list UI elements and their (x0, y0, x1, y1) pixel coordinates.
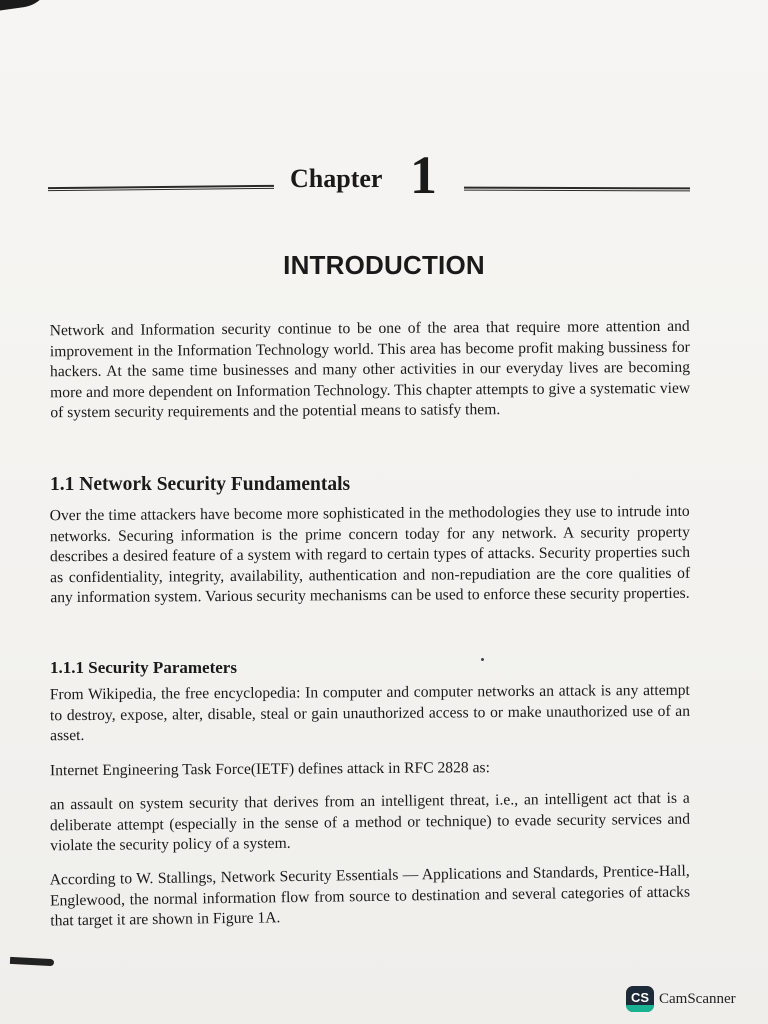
chapter-header (48, 145, 692, 205)
section-1-1-1-paragraph-1: From Wikipedia, the free encyclopedia: In computer and computer networks an attack is any attempt to destroy, expose, alter, disable, steal or gain unauthorized access to or make unauthorized use of an asset. (49, 681, 691, 745)
section-1-1-paragraph: Over the time attackers have become more sophisticated in the methodologies they use to intrude into networks. Securing information is the prime concern today for any network. A security property describes a desired feature of a system with regard to certain types of attacks. Security properties such as confidentiality, integrity, availability, authentication and non-repudiation are the core qualities of any information system. Various security mechanisms can be used to enforce these security properties. (49, 502, 691, 607)
chapter-title: INTRODUCTION (283, 250, 485, 280)
camscanner-logo-bar (626, 1005, 654, 1012)
camscanner-logo-icon (626, 986, 654, 1012)
page-corner-shadow (0, 0, 54, 13)
section-1-1-1-paragraph-2: Internet Engineering Task Force(IETF) defines attack in RFC 2828 as: (49, 759, 490, 780)
section-heading-1-1-1: 1.1.1 Security Parameters (50, 658, 237, 677)
chapter-number: 1 (410, 145, 437, 205)
intro-paragraph: Network and Information security continue to be one of the area that require more attention and improvement in the Information Technology world. This area has become profit making bussiness for hackers. At the same time businesses and many other activities in our everyday lives are becoming more and more dependent on Information Technology. This chapter attempts to give a systematic view of system security requirements and the potential means to satisfy them. (49, 317, 691, 422)
section-1-1-1-quote: an assault on system security that derives from an intelligent threat, i.e., an intelligent act that is a deliberate attempt (especially in the sense of a method or technique) to evade security services and violate the security policy of a system. (49, 789, 691, 855)
camscanner-watermark (626, 986, 736, 1012)
chapter-rule-right (464, 187, 690, 192)
section-1-1-1-paragraph-4: According to W. Stallings, Network Security Essentials — Applications and Standards, Prentice-Hall, Englewood, the normal information flow from source to destination and several categories of attacks that target it are shown in Figure 1A. (49, 862, 691, 930)
camscanner-label: CamScanner (659, 990, 736, 1007)
chapter-rule-left (48, 185, 274, 191)
camscanner-logo-text: CS (630, 990, 650, 1005)
chapter-label: Chapter (290, 164, 383, 193)
scan-speck (481, 658, 484, 661)
page-edge-mark (10, 957, 54, 966)
section-heading-1-1: 1.1 Network Security Fundamentals (50, 474, 351, 495)
